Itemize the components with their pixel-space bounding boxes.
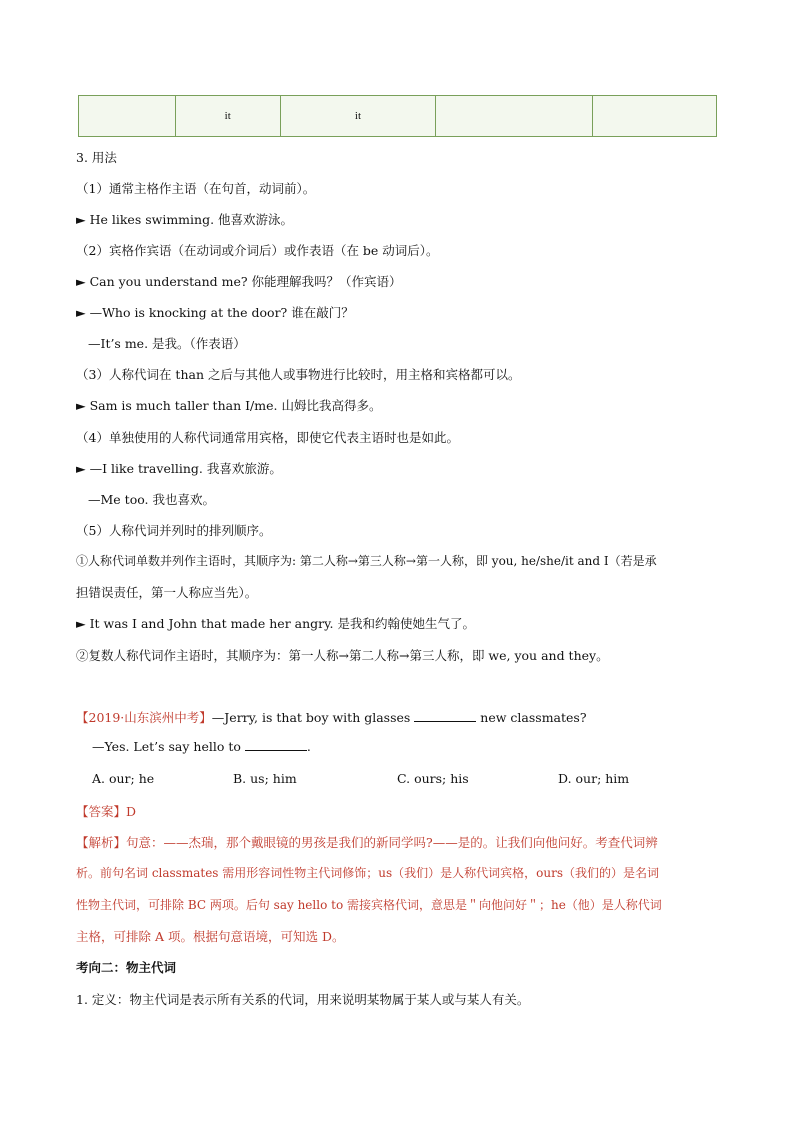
example-3-reply: —It’s me. 是我。（作表语） — [88, 336, 246, 351]
example-4: ► Sam is much taller than I/me. 山姆比我高得多。 — [76, 398, 382, 413]
example-3: ► —Who is knocking at the door? 谁在敲门？ — [76, 305, 354, 320]
example-6: ► It was I and John that made her angry. 是我和约翰使她生气了。 — [76, 616, 475, 631]
usage-3: （3）人称代词在 than 之后与其他人或事物进行比较时，用主格和宾格都可以。 — [76, 367, 521, 382]
table-cell — [79, 96, 176, 137]
option-b: B. us; him — [233, 771, 297, 786]
pronoun-table — [78, 95, 717, 137]
rule-1: ①人称代词单数并列作主语时，其顺序为: 第二人称→第三人称→第一人称，即 you, he/she/it and I（若是承 — [76, 554, 657, 568]
exercise-question — [76, 708, 587, 726]
answer-blank — [245, 739, 307, 751]
analysis-line-2: 析。前句名词 classmates 需用形容词性物主代词修饰；us（我们）是人称代词宾格，ours（我们的）是名词 — [76, 866, 660, 880]
exercise-source: 【2019·山东滨州中考】 — [76, 710, 212, 725]
option-c: C. ours; his — [397, 771, 469, 786]
usage-1: （1）通常主格作主语（在句首，动词前）。 — [76, 181, 316, 196]
next-definition: 1. 定义：物主代词是表示所有关系的代词，用来说明某物属于某人或与某人有关。 — [76, 992, 530, 1007]
example-1: ► He likes swimming. 他喜欢游泳。 — [76, 212, 294, 227]
question-text: —Jerry, is that boy with glasses — [211, 710, 411, 725]
example-5-reply: —Me too. 我也喜欢。 — [88, 492, 215, 507]
table-cell: it — [280, 96, 436, 137]
usage-2: （2）宾格作宾语（在动词或介词后）或作表语（在 be 动词后）。 — [76, 243, 439, 258]
reply-end: . — [306, 739, 311, 754]
section-heading: 3. 用法 — [76, 150, 117, 165]
next-heading: 考向二：物主代词 — [76, 960, 177, 975]
table-cell: it — [175, 96, 280, 137]
analysis-line-4: 主格，可排除 A 项。根据句意语境，可知选 D。 — [76, 929, 345, 944]
option-a: A. our; he — [92, 771, 155, 786]
analysis-label: 【解析】 — [76, 835, 127, 850]
option-d: D. our; him — [558, 771, 630, 786]
analysis-text: 句意：——杰瑞，那个戴眼镜的男孩是我们的新同学吗?——是的。让我们向他问好。考查代词辨 — [126, 835, 658, 850]
table-row — [79, 96, 717, 137]
rule-1-cont: 担错误责任，第一人称应当先）。 — [76, 585, 258, 600]
example-2: ► Can you understand me? 你能理解我吗？（作宾语） — [76, 274, 402, 289]
exercise-reply — [92, 739, 311, 754]
rule-2: ②复数人称代词作主语时，其顺序为：第一人称→第二人称→第三人称，即 we, you and they。 — [76, 648, 609, 663]
table-cell — [592, 96, 716, 137]
answer-line: 【答案】D — [76, 804, 137, 819]
question-text-end: new classmates? — [480, 710, 587, 725]
answer-blank — [414, 710, 476, 722]
analysis-line-1 — [76, 833, 658, 851]
analysis-line-3: 性物主代词，可排除 BC 两项。后句 say hello to 需接宾格代词，意思是＂向他问好＂；he（他）是人称代词 — [76, 898, 662, 912]
reply-text: —Yes. Let’s say hello to — [92, 739, 241, 754]
usage-5: （5）人称代词并列时的排列顺序。 — [76, 523, 272, 538]
usage-4: （4）单独使用的人称代词通常用宾格，即使它代表主语时也是如此。 — [76, 430, 459, 445]
example-5: ► —I like travelling. 我喜欢旅游。 — [76, 461, 282, 476]
table-cell — [436, 96, 592, 137]
